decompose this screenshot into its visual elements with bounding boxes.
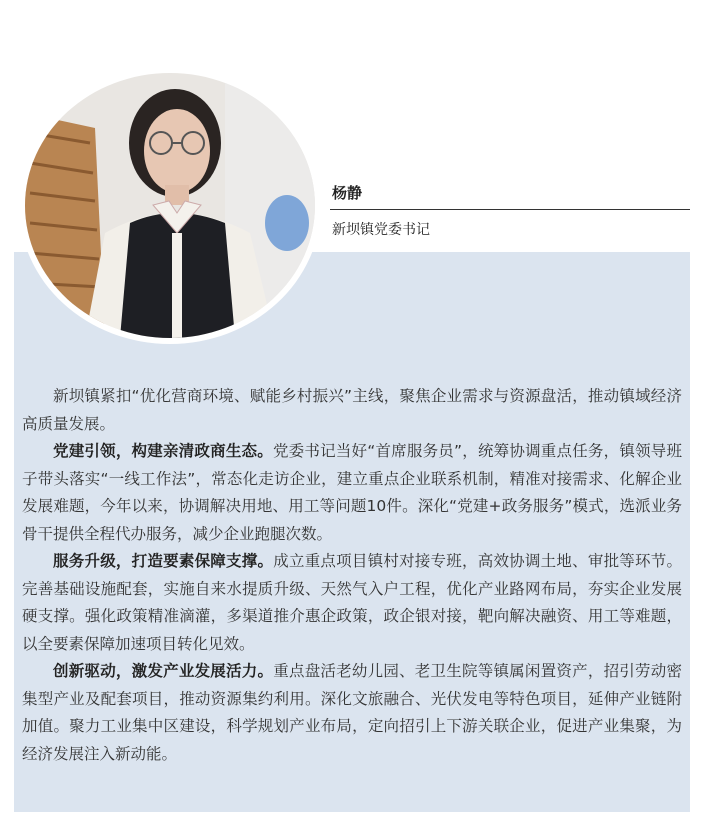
section-text: 党委书记当好“首席服务员”，统筹协调重点任务，镇领导班子带头落实“一线工作法”，常态化走访企业，建立重点企业联系机制，精准对接需求、化解企业发展难题，今年以来，协调解决用地、用工等问题10件。深化“党建+政务服务”模式，选派业务骨干提供全程代办服务，减少企业跑腿次数。 bbox=[22, 442, 682, 543]
intro-paragraph: 新坝镇紧扣“优化营商环境、赋能乡村振兴”主线，聚焦企业需求与资源盘活，推动镇域经济高质量发展。 bbox=[22, 387, 682, 433]
section-paragraph bbox=[22, 548, 682, 658]
person-name: 杨静 bbox=[332, 184, 363, 202]
section-paragraph bbox=[22, 438, 682, 548]
article-body bbox=[22, 383, 682, 768]
divider bbox=[330, 209, 690, 210]
section-heading: 服务升级，打造要素保障支撑。 bbox=[53, 552, 274, 570]
person-title: 新坝镇党委书记 bbox=[332, 222, 430, 238]
section-heading: 创新驱动，激发产业发展活力。 bbox=[53, 662, 274, 680]
section-text: 成立重点项目镇村对接专班，高效协调土地、审批等环节。完善基础设施配套，实施自来水提质升级、天然气入户工程，优化产业路网布局，夯实企业发展硬支撑。强化政策精准滴灌，多渠道推介惠企政策，政企银对接，靶向解决融资、用工等难题，以全要素保障加速项目转化见效。 bbox=[22, 552, 682, 653]
section-paragraph bbox=[22, 658, 682, 768]
portrait-illustration bbox=[25, 73, 315, 338]
section-heading: 党建引领，构建亲清政商生态。 bbox=[53, 442, 273, 460]
portrait-photo bbox=[19, 67, 321, 344]
section-text: 重点盘活老幼儿园、老卫生院等镇属闲置资产，招引劳动密集型产业及配套项目，推动资源集约利用。深化文旅融合、光伏发电等特色项目，延伸产业链附加值。聚力工业集中区建设，科学规划产业布局，定向招引上下游关联企业，促进产业集聚，为经济发展注入新动能。 bbox=[22, 662, 682, 763]
